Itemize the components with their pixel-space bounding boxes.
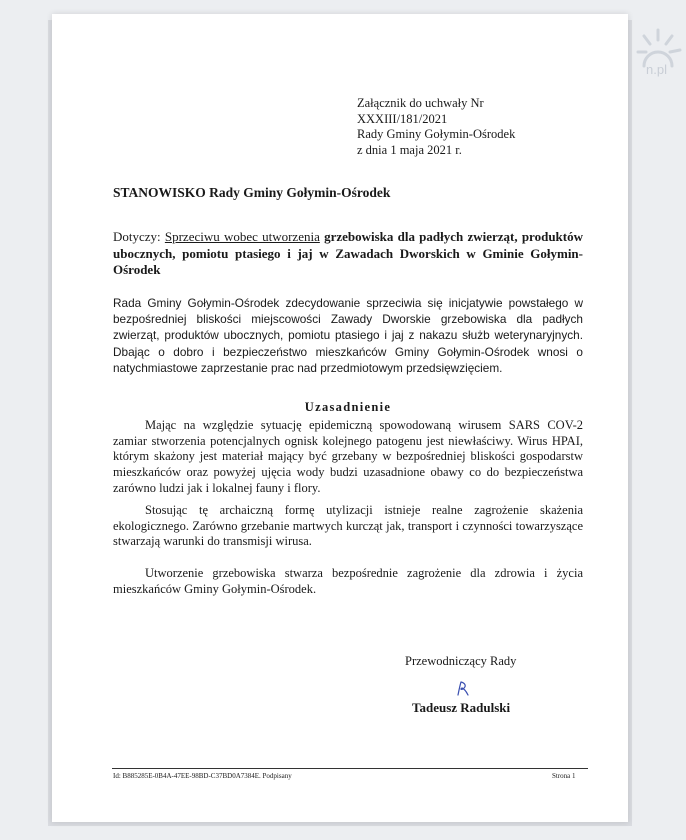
signatory-role: Przewodniczący Rady <box>405 654 517 668</box>
justification-text: Utworzenie grzebowiska stwarza bezpośrednie zagrożenie dla zdrowia i życia mieszkańców Gminy Gołymin-Ośrodek. <box>113 566 583 596</box>
subject-paragraph <box>113 229 583 279</box>
attachment-date: z dnia 1 maja 2021 r. <box>357 142 462 157</box>
watermark-logo-icon <box>624 22 686 92</box>
justification-paragraph <box>113 418 583 497</box>
document-id: Id: B885285E-0B4A-47EE-98BD-C37BD0A7384E. Podpisany <box>113 772 292 780</box>
page-number: Strona 1 <box>552 772 576 780</box>
attachment-line: Rady Gminy Gołymin-Ośrodek <box>357 127 516 142</box>
body-paragraph: Rada Gminy Gołymin-Ośrodek zdecydowanie sprzeciwia się inicjatywie powstałego w bezpośredniej bliskości miejscowości Zawady Dworskie grzebowiska dla padłych zwierząt, produktów ubocznych, pomiotu ptasiego i jaj z nakazu służb weterynaryjnych. Dbając o dobro i bezpieczeństwo mieszkańców Gminy Gołymin-Ośrodek wnosi o natychmiastowe zaprzestanie prac nad przedmiotowym przedsięwzięciem. <box>113 296 583 375</box>
subject-text: grzebowiska dla padłych zwierząt, produktów ubocznych, pomiotu ptasiego i jaj w Zawadach Dworskich w Gminie Gołymin-Ośrodek <box>113 229 583 277</box>
justification-paragraph <box>113 566 583 597</box>
justification-paragraph <box>113 503 583 550</box>
justification-title: Uzasadnienie <box>304 400 392 414</box>
justification-text: Stosując tę archaiczną formę utylizacji istnieje realne zagrożenie skażenia ekologicznego. Zarówno grzebanie martwych kurcząt jak, transport i czynności towarzyszące stwarzają warunki do transmisji wirusa. <box>113 503 583 549</box>
attachment-block <box>357 96 587 158</box>
document-heading: STANOWISKO Rady Gminy Gołymin-Ośrodek <box>113 185 391 200</box>
subject-underlined: Sprzeciwu wobec utworzenia <box>164 229 320 244</box>
subject-label: Dotyczy: <box>113 229 161 244</box>
signature-mark-icon <box>453 680 471 698</box>
watermark-text: n.pl <box>646 62 667 77</box>
resolution-number: XXXIII/181/2021 <box>357 111 448 126</box>
attachment-line: Załącznik do uchwały Nr <box>357 96 484 110</box>
signatory-name: Tadeusz Radulski <box>412 700 511 715</box>
justification-text: Mając na względzie sytuację epidemiczną spowodowaną wirusem SARS COV-2 zamiar stworzenia potencjalnych ognisk kolejnego patogenu jest niewłaściwy. Wirus HPAI, którym skażony jest materiał mający być grzebany w bezpośredniej bliskości gospodarstw mieszkańców oraz powyżej ujęcia wody budzi uzasadnione obawy co do bezpieczeństwa zarówno ludzi jak i lokalnej fauny i flory. <box>113 418 583 495</box>
footer-divider <box>112 768 588 769</box>
